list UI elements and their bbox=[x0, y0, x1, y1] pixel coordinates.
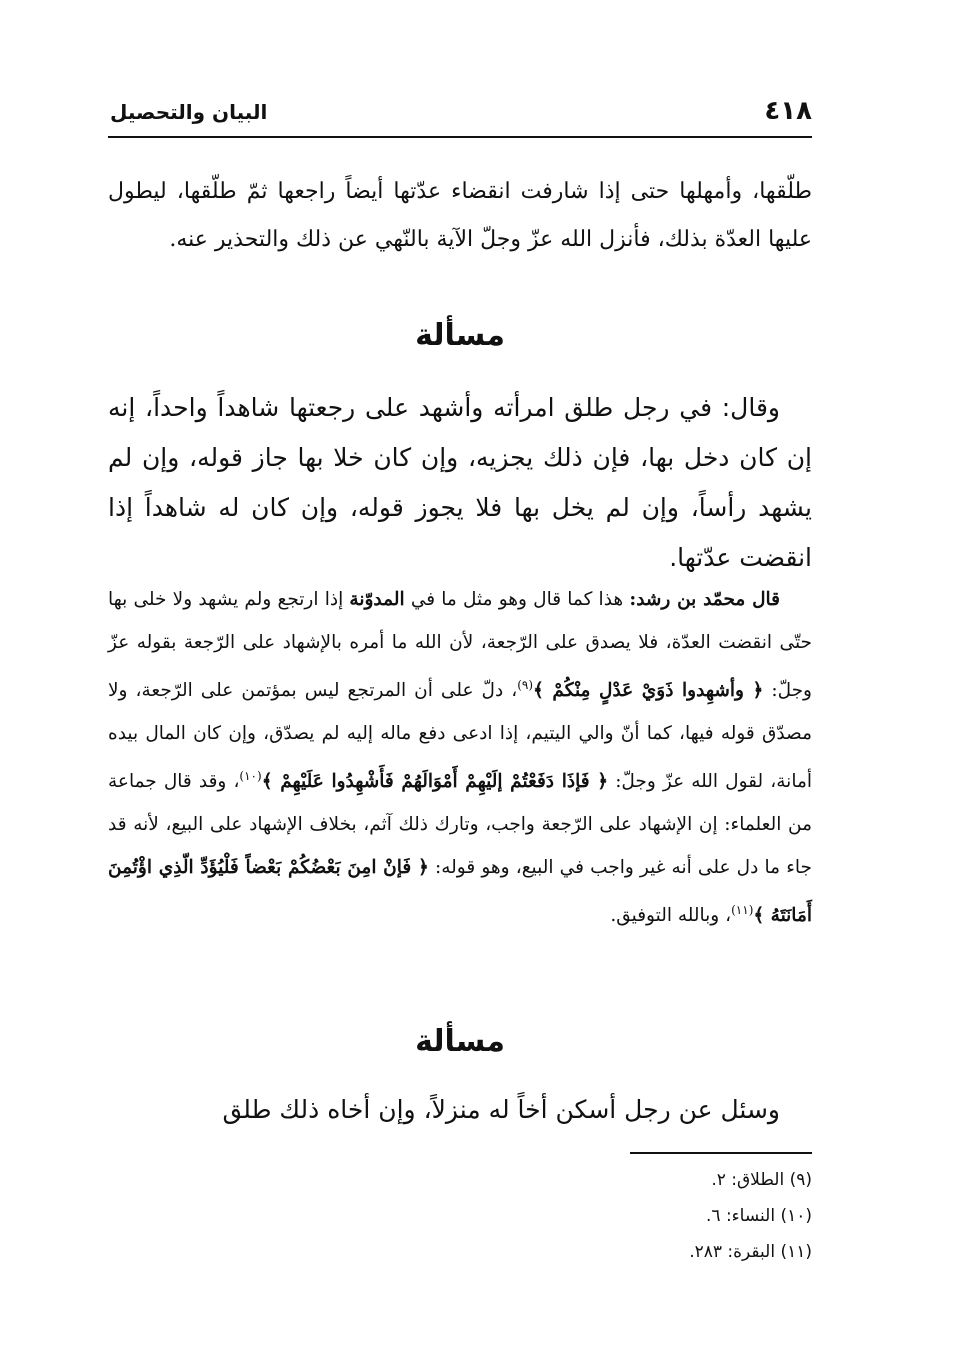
commentary-speaker: قال محمّد بن رشد: bbox=[629, 589, 781, 610]
footnote-ref-11[interactable]: (١١) bbox=[731, 903, 754, 918]
quran-verse-2: ﴿ فَإذَا دَفَعْتُمْ إلَيْهِمْ أَمْوَالَهُمْ فَأَشْهِدُوا عَلَيْهِمْ ﴾ bbox=[261, 771, 609, 793]
footnote-ref-9[interactable]: (٩) bbox=[517, 678, 534, 692]
footnote-ref-10[interactable]: (١٠) bbox=[239, 769, 262, 784]
header-rule bbox=[108, 136, 812, 138]
commentary-part-2: إذا ارتجع ولم يشهد ولا خلى بها حتّى انقضت العدّة، فلا يصدق على الرّجعة، لأن الله ما أمره بالإشهاد على الرّجعة بقوله عزّ وجلّ: bbox=[108, 589, 812, 702]
footnotes bbox=[500, 1162, 812, 1270]
commentary-paragraph bbox=[108, 578, 812, 937]
last-paragraph bbox=[108, 1085, 812, 1135]
page-number: ٤١٨ bbox=[764, 96, 812, 126]
commentary-part-5: ، وبالله التوفيق. bbox=[610, 905, 732, 927]
qala-text: وقال: في رجل طلق امرأته وأشهد على رجعتها شاهداً واحداً، إنه إن كان دخل بها، فإن ذلك يجزيه، وإن كان خلا بها جاز قوله، وإن لم يشهد رأساً، وإن لم يخل بها فلا يجوز قوله، وإن كان له شاهداً إذا انقضت عدّتها. bbox=[108, 393, 812, 572]
section-heading-2: مسألة bbox=[415, 1024, 505, 1059]
section-heading-1: مسألة bbox=[415, 318, 505, 353]
mudawwana-term: المدوّنة bbox=[349, 589, 405, 610]
running-title: البيان والتحصيل bbox=[110, 100, 268, 124]
top-paragraph: طلّقها، وأمهلها حتى إذا شارفت انقضاء عدّتها أيضاً راجعها ثمّ طلّقها، ليطول عليها العدّة بذلك، فأنزل الله عزّ وجلّ الآية بالنّهي عن ذلك والتحذير عنه. bbox=[108, 179, 812, 252]
page-header bbox=[110, 92, 812, 132]
last-paragraph-text: وسئل عن رجل أسكن أخاً له منزلاً، وإن أخاه ذلك طلق bbox=[222, 1095, 780, 1124]
commentary-part-4: ، وقد قال جماعة من العلماء: إن الإشهاد على الرّجعة واجب، وتارك ذلك آثم، بخلاف الإشهاد على البيع، لأنه قد جاء ما دل على أنه غير واجب في البيع، وهو قوله: bbox=[108, 771, 812, 879]
footnote-rule bbox=[630, 1152, 812, 1154]
quran-verse-1: ﴿ وأشهِدوا ذَوَيْ عَدْلٍ مِنْكُمْ ﴾ bbox=[533, 680, 764, 702]
commentary-part-3: ، دلّ على أن المرتجع ليس بمؤتمن على الرّجعة، ولا مصدّق قوله فيها، كما أنّ والي اليتيم، إذا ادعى دفع ماله إليه لم يصدّق، وإن كان المال بيده أمانة، لقول الله عزّ وجلّ: bbox=[108, 680, 812, 793]
footnote-11: (١١) البقرة: ٢٨٣. bbox=[689, 1242, 812, 1262]
commentary-part-1: هذا كما قال وهو مثل ما في bbox=[410, 589, 624, 610]
qala-paragraph bbox=[108, 383, 812, 583]
footnote-10: (١٠) النساء: ٦. bbox=[706, 1206, 812, 1226]
quran-verse-3: ﴿ فَإنْ امِنَ بَعْضُكُمْ بَعْضاً فَلْيُؤَدِّ الّذِي اؤْتُمِنَ أَمَانَتَهُ ﴾ bbox=[108, 857, 812, 927]
footnote-9: (٩) الطلاق: ٢. bbox=[711, 1170, 812, 1190]
